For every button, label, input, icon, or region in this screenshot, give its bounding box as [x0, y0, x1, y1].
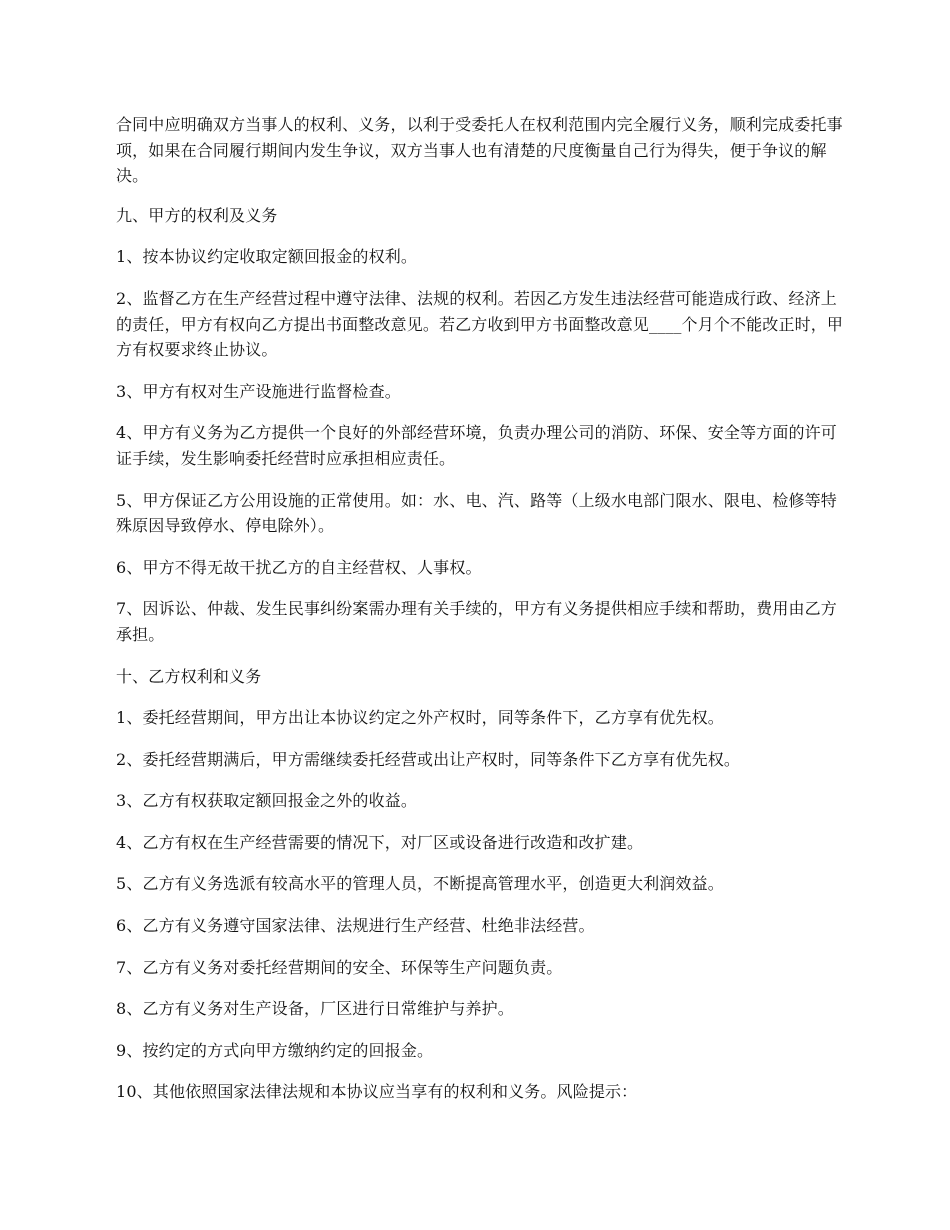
clause-paragraph: 1、委托经营期间，甲方出让本协议约定之外产权时，同等条件下，乙方享有优先权。 — [116, 708, 724, 728]
clause-paragraph: 3、甲方有权对生产设施进行监督检查。 — [116, 381, 401, 401]
clause-paragraph: 5、甲方保证乙方公用设施的正常使用。如：水、电、汽、路等（上级水电部门限水、限电、检修等特殊原因导致停水、停电除外）。 — [116, 490, 837, 536]
intro-paragraph: 合同中应明确双方当事人的权利、义务，以利于受委托人在权利范围内完全履行义务，顺利完成委托事项，如果在合同履行期间内发生争议，双方当事人也有清楚的尺度衡量自己行为得失，便于争议的解决。 — [116, 115, 843, 186]
clause-paragraph: 2、监督乙方在生产经营过程中遵守法律、法规的权利。若因乙方发生违法经营可能造成行政、经济上的责任，甲方有权向乙方提出书面整改意见。若乙方收到甲方书面整改意见____个月个不能改正时，甲方有权要求终止协议。 — [116, 288, 844, 360]
clause-paragraph: 7、乙方有义务对委托经营期间的安全、环保等生产问题负责。 — [116, 957, 563, 977]
clause-paragraph: 4、甲方有义务为乙方提供一个良好的外部经营环境，负责办理公司的消防、环保、安全等方面的许可证手续，发生影响委托经营时应承担相应责任。 — [116, 423, 837, 468]
clause-paragraph: 7、因诉讼、仲裁、发生民事纠纷案需办理有关手续的，甲方有义务提供相应手续和帮助，费用由乙方承担。 — [116, 599, 837, 644]
clause-paragraph: 8、乙方有义务对生产设备，厂区进行日常维护与养护。 — [116, 999, 514, 1019]
document-page — [116, 112, 844, 1121]
clause-paragraph: 4、乙方有权在生产经营需要的情况下，对厂区或设备进行改造和改扩建。 — [116, 832, 644, 852]
clause-paragraph: 3、乙方有权获取定额回报金之外的收益。 — [116, 791, 418, 811]
section-heading-party-a: 九、甲方的权利及义务 — [116, 205, 278, 225]
clause-paragraph: 2、委托经营期满后，甲方需继续委托经营或出让产权时，同等条件下乙方享有优先权。 — [116, 749, 741, 769]
clause-paragraph: 9、按约定的方式向甲方缴纳约定的回报金。 — [116, 1040, 434, 1060]
clause-paragraph: 10、其他依照国家法律法规和本协议应当享有的权利和义务。风险提示： — [116, 1082, 638, 1102]
clause-paragraph: 1、按本协议约定收取定额回报金的权利。 — [116, 247, 418, 267]
clause-paragraph: 5、乙方有义务选派有较高水平的管理人员，不断提高管理水平，创造更大利润效益。 — [116, 874, 724, 894]
section-heading-party-b: 十、乙方权利和义务 — [116, 666, 262, 686]
clause-paragraph: 6、乙方有义务遵守国家法律、法规进行生产经营、杜绝非法经营。 — [116, 916, 595, 936]
clause-paragraph: 6、甲方不得无故干扰乙方的自主经营权、人事权。 — [116, 557, 482, 577]
